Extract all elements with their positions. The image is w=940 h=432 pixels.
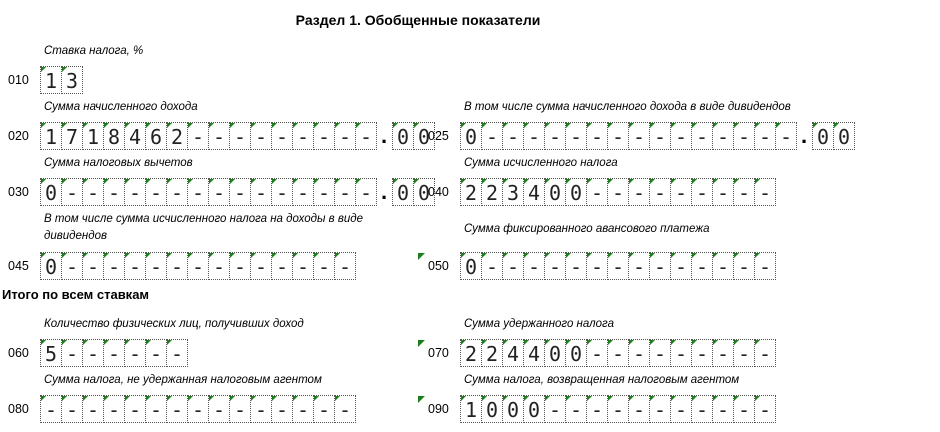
- digit-cell[interactable]: -: [607, 339, 629, 367]
- digit-cell[interactable]: -: [754, 122, 776, 150]
- field-code-070: 070: [428, 346, 449, 360]
- digit-cell[interactable]: -: [103, 178, 125, 206]
- field-cells-030[interactable]: [40, 178, 434, 206]
- digit-cell[interactable]: -: [586, 395, 608, 423]
- field-cells-045[interactable]: [40, 252, 355, 280]
- field-cells-010[interactable]: [40, 66, 82, 94]
- digit-cell[interactable]: -: [649, 178, 671, 206]
- field-label-090: Сумма налога, возвращенная налоговым агентом: [464, 374, 740, 386]
- digit-cell[interactable]: -: [649, 339, 671, 367]
- digit-cell[interactable]: 5: [40, 339, 62, 367]
- field-label-080: Сумма налога, не удержанная налоговым агентом: [44, 374, 322, 386]
- digit-cell[interactable]: -: [733, 339, 755, 367]
- digit-cell[interactable]: -: [187, 252, 209, 280]
- digit-cell[interactable]: -: [502, 252, 524, 280]
- digit-cell[interactable]: -: [229, 252, 251, 280]
- digit-cell[interactable]: 6: [145, 122, 167, 150]
- digit-cell[interactable]: -: [712, 178, 734, 206]
- digit-cell[interactable]: -: [166, 395, 188, 423]
- digit-cell[interactable]: -: [754, 252, 776, 280]
- digit-cell[interactable]: -: [691, 178, 713, 206]
- digit-cell[interactable]: -: [292, 395, 314, 423]
- digit-cell[interactable]: -: [61, 252, 83, 280]
- field-code-025: 025: [428, 129, 449, 143]
- digit-cell[interactable]: -: [250, 252, 272, 280]
- digit-cell[interactable]: -: [166, 339, 188, 367]
- field-label-050: Сумма фиксированного авансового платежа: [464, 223, 710, 235]
- digit-cell[interactable]: -: [481, 122, 503, 150]
- digit-cell[interactable]: -: [733, 178, 755, 206]
- digit-cell[interactable]: -: [733, 252, 755, 280]
- digit-cell[interactable]: -: [712, 395, 734, 423]
- digit-cell[interactable]: -: [586, 122, 608, 150]
- digit-cell[interactable]: -: [628, 122, 650, 150]
- digit-cell[interactable]: 0: [544, 178, 566, 206]
- digit-cell[interactable]: -: [229, 395, 251, 423]
- digit-cell[interactable]: 2: [481, 339, 503, 367]
- digit-cell[interactable]: -: [334, 122, 356, 150]
- digit-cell[interactable]: -: [628, 339, 650, 367]
- digit-cell[interactable]: 4: [502, 339, 524, 367]
- digit-cell[interactable]: -: [292, 122, 314, 150]
- digit-cell[interactable]: -: [82, 252, 104, 280]
- decimal-cell[interactable]: 0: [413, 178, 435, 206]
- digit-cell[interactable]: -: [145, 252, 167, 280]
- field-label-060: Количество физических лиц, получивших доход: [44, 318, 304, 330]
- decimal-separator: .: [380, 123, 388, 148]
- digit-cell[interactable]: -: [586, 178, 608, 206]
- digit-cell[interactable]: -: [565, 252, 587, 280]
- field-label-070: Сумма удержанного налога: [464, 318, 614, 330]
- digit-cell[interactable]: -: [187, 395, 209, 423]
- digit-cell[interactable]: -: [82, 178, 104, 206]
- digit-cell[interactable]: -: [208, 252, 230, 280]
- digit-cell[interactable]: 0: [481, 395, 503, 423]
- field-code-045: 045: [8, 259, 29, 273]
- digit-cell[interactable]: 7: [61, 122, 83, 150]
- digit-cell[interactable]: 4: [523, 339, 545, 367]
- digit-cell[interactable]: 2: [481, 178, 503, 206]
- field-code-030: 030: [8, 185, 29, 199]
- field-code-010: 010: [8, 73, 29, 87]
- digit-cell[interactable]: -: [271, 252, 293, 280]
- field-cells-080[interactable]: [40, 395, 355, 423]
- field-label-040: Сумма исчисленного налога: [464, 157, 618, 169]
- digit-cell[interactable]: -: [670, 178, 692, 206]
- digit-cell[interactable]: -: [733, 395, 755, 423]
- digit-cell[interactable]: -: [649, 122, 671, 150]
- corner-mark: [418, 396, 425, 403]
- field-code-040: 040: [428, 185, 449, 199]
- digit-cell[interactable]: 1: [82, 122, 104, 150]
- digit-cell[interactable]: -: [712, 122, 734, 150]
- digit-cell[interactable]: -: [691, 252, 713, 280]
- digit-cell[interactable]: -: [313, 252, 335, 280]
- corner-mark: [418, 340, 425, 347]
- digit-cell[interactable]: -: [124, 178, 146, 206]
- digit-cell[interactable]: -: [607, 122, 629, 150]
- field-cells-025[interactable]: [460, 122, 854, 150]
- digit-cell[interactable]: 2: [166, 122, 188, 150]
- decimal-cell[interactable]: 0: [392, 178, 414, 206]
- field-cells-020[interactable]: [40, 122, 434, 150]
- digit-cell[interactable]: -: [166, 252, 188, 280]
- digit-cell[interactable]: -: [187, 122, 209, 150]
- digit-cell[interactable]: -: [670, 339, 692, 367]
- digit-cell[interactable]: -: [334, 395, 356, 423]
- digit-cell[interactable]: -: [61, 178, 83, 206]
- digit-cell[interactable]: -: [208, 395, 230, 423]
- digit-cell[interactable]: -: [271, 122, 293, 150]
- digit-cell[interactable]: -: [355, 178, 377, 206]
- digit-cell[interactable]: -: [607, 178, 629, 206]
- digit-cell[interactable]: 4: [523, 178, 545, 206]
- digit-cell[interactable]: -: [523, 122, 545, 150]
- digit-cell[interactable]: 4: [124, 122, 146, 150]
- digit-cell[interactable]: -: [649, 252, 671, 280]
- digit-cell[interactable]: -: [124, 339, 146, 367]
- digit-cell[interactable]: -: [712, 252, 734, 280]
- field-cells-070[interactable]: [460, 339, 775, 367]
- digit-cell[interactable]: -: [82, 339, 104, 367]
- digit-cell[interactable]: 8: [103, 122, 125, 150]
- field-label-020: Сумма начисленного дохода: [44, 101, 198, 113]
- digit-cell[interactable]: 0: [565, 339, 587, 367]
- field-cells-090[interactable]: [460, 395, 775, 423]
- corner-mark: [418, 253, 425, 260]
- field-label-010: Ставка налога, %: [44, 45, 144, 57]
- digit-cell[interactable]: -: [775, 122, 797, 150]
- digit-cell[interactable]: -: [691, 395, 713, 423]
- digit-cell[interactable]: -: [229, 122, 251, 150]
- digit-cell[interactable]: -: [544, 122, 566, 150]
- section-title: Раздел 1. Обобщенные показатели: [295, 12, 541, 28]
- digit-cell[interactable]: -: [313, 395, 335, 423]
- digit-cell[interactable]: -: [670, 395, 692, 423]
- digit-cell[interactable]: -: [565, 122, 587, 150]
- digit-cell[interactable]: -: [292, 252, 314, 280]
- field-code-060: 060: [8, 346, 29, 360]
- digit-cell[interactable]: -: [523, 252, 545, 280]
- digit-cell[interactable]: -: [565, 395, 587, 423]
- digit-cell[interactable]: 0: [40, 252, 62, 280]
- digit-cell[interactable]: -: [124, 252, 146, 280]
- digit-cell[interactable]: 1: [40, 66, 62, 94]
- digit-cell[interactable]: -: [292, 178, 314, 206]
- digit-cell[interactable]: -: [628, 395, 650, 423]
- digit-cell[interactable]: -: [208, 178, 230, 206]
- digit-cell[interactable]: 0: [460, 252, 482, 280]
- decimal-cell[interactable]: 0: [392, 122, 414, 150]
- digit-cell[interactable]: -: [670, 252, 692, 280]
- digit-cell[interactable]: -: [103, 395, 125, 423]
- digit-cell[interactable]: -: [250, 122, 272, 150]
- field-cells-050[interactable]: [460, 252, 775, 280]
- digit-cell[interactable]: -: [208, 122, 230, 150]
- digit-cell[interactable]: -: [250, 178, 272, 206]
- digit-cell[interactable]: 0: [523, 395, 545, 423]
- digit-cell[interactable]: -: [313, 178, 335, 206]
- digit-cell[interactable]: -: [691, 122, 713, 150]
- digit-cell[interactable]: -: [271, 395, 293, 423]
- field-code-020: 020: [8, 129, 29, 143]
- decimal-separator: .: [380, 179, 388, 204]
- field-code-080: 080: [8, 402, 29, 416]
- digit-cell[interactable]: -: [628, 252, 650, 280]
- field-code-050: 050: [428, 259, 449, 273]
- digit-cell[interactable]: -: [502, 122, 524, 150]
- digit-cell[interactable]: -: [628, 178, 650, 206]
- field-label-045: В том числе сумма исчисленного налога на доходы в виде дивидендов: [44, 213, 364, 242]
- digit-cell[interactable]: 2: [460, 178, 482, 206]
- decimal-cell[interactable]: 0: [413, 122, 435, 150]
- digit-cell[interactable]: -: [481, 252, 503, 280]
- digit-cell[interactable]: -: [544, 252, 566, 280]
- field-label-030: Сумма налоговых вычетов: [44, 157, 193, 169]
- digit-cell[interactable]: -: [82, 395, 104, 423]
- digit-cell[interactable]: -: [187, 178, 209, 206]
- digit-cell[interactable]: -: [691, 339, 713, 367]
- digit-cell[interactable]: -: [271, 178, 293, 206]
- digit-cell[interactable]: 0: [502, 395, 524, 423]
- digit-cell[interactable]: -: [124, 395, 146, 423]
- digit-cell[interactable]: -: [607, 252, 629, 280]
- digit-cell[interactable]: -: [670, 122, 692, 150]
- digit-cell[interactable]: 0: [565, 178, 587, 206]
- digit-cell[interactable]: -: [40, 395, 62, 423]
- digit-cell[interactable]: 0: [460, 122, 482, 150]
- digit-cell[interactable]: -: [586, 339, 608, 367]
- digit-cell[interactable]: -: [313, 122, 335, 150]
- digit-cell[interactable]: 3: [502, 178, 524, 206]
- digit-cell[interactable]: -: [61, 339, 83, 367]
- digit-cell[interactable]: -: [544, 395, 566, 423]
- digit-cell[interactable]: -: [649, 395, 671, 423]
- digit-cell[interactable]: -: [145, 339, 167, 367]
- digit-cell[interactable]: -: [754, 178, 776, 206]
- digit-cell[interactable]: -: [712, 339, 734, 367]
- field-label-025: В том числе сумма начисленного дохода в виде дивидендов: [464, 101, 791, 113]
- digit-cell[interactable]: -: [754, 339, 776, 367]
- digit-cell[interactable]: -: [586, 252, 608, 280]
- digit-cell[interactable]: -: [334, 178, 356, 206]
- digit-cell[interactable]: -: [229, 178, 251, 206]
- digit-cell[interactable]: 1: [460, 395, 482, 423]
- digit-cell[interactable]: -: [166, 178, 188, 206]
- field-cells-040[interactable]: [460, 178, 775, 206]
- digit-cell[interactable]: -: [754, 395, 776, 423]
- totals-heading: Итого по всем ставкам: [2, 287, 150, 302]
- decimal-cell[interactable]: 0: [833, 122, 855, 150]
- digit-cell[interactable]: -: [103, 339, 125, 367]
- digit-cell[interactable]: -: [733, 122, 755, 150]
- digit-cell[interactable]: -: [607, 395, 629, 423]
- digit-cell[interactable]: -: [250, 395, 272, 423]
- digit-cell[interactable]: -: [61, 395, 83, 423]
- digit-cell[interactable]: -: [145, 395, 167, 423]
- digit-cell[interactable]: 0: [544, 339, 566, 367]
- decimal-cell[interactable]: 0: [812, 122, 834, 150]
- digit-cell[interactable]: 0: [40, 178, 62, 206]
- decimal-separator: .: [800, 123, 808, 148]
- field-cells-060[interactable]: [40, 339, 187, 367]
- digit-cell[interactable]: 2: [460, 339, 482, 367]
- digit-cell[interactable]: -: [334, 252, 356, 280]
- digit-cell[interactable]: -: [103, 252, 125, 280]
- digit-cell[interactable]: 1: [40, 122, 62, 150]
- digit-cell[interactable]: -: [145, 178, 167, 206]
- digit-cell[interactable]: 3: [61, 66, 83, 94]
- field-code-090: 090: [428, 402, 449, 416]
- digit-cell[interactable]: -: [355, 122, 377, 150]
